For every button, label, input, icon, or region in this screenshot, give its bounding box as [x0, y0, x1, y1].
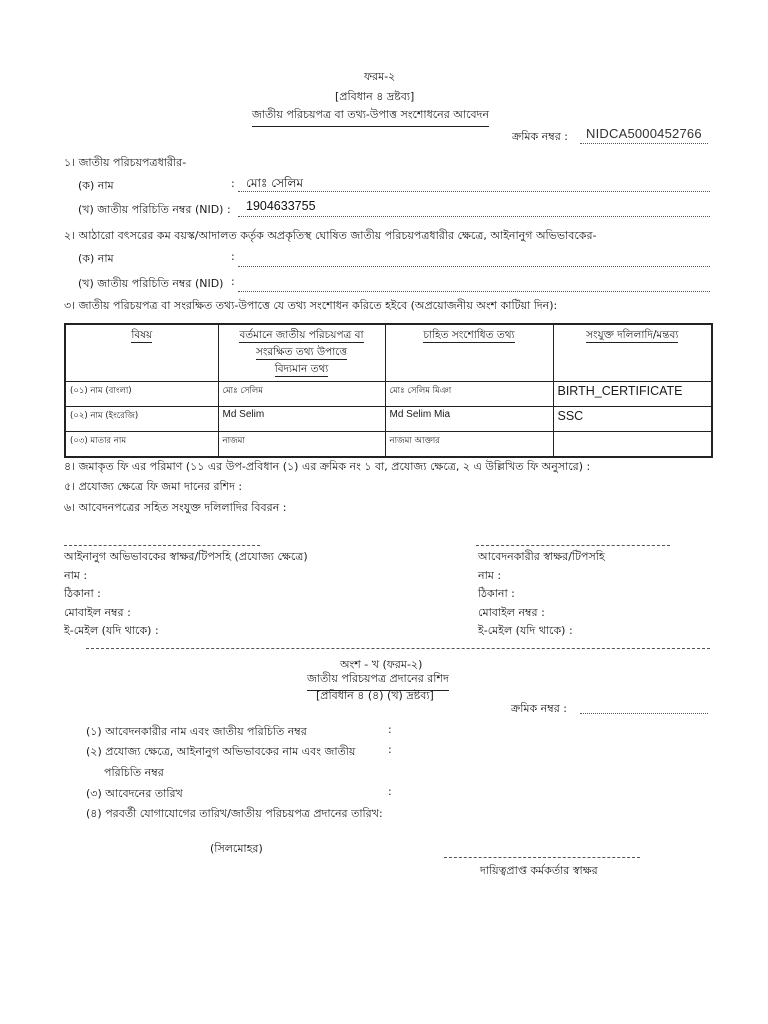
section3-heading: ৩। জাতীয় পরিচয়পত্র বা সংরক্ষিত তথ্য-উপাত্তে যে তথ্য সংশোধন করিতে হইবে (অপ্রয়োজনীয় অংশ কাটিয়া দিন): [64, 299, 558, 312]
row-subject: (০৩) মাতার নাম [65, 432, 218, 458]
guardian-nid-label: (খ) জাতীয় পরিচিতি নম্বর (NID) [78, 277, 224, 290]
guardian-nid-dotline [238, 291, 710, 292]
guardian-name-colon: : [231, 250, 235, 263]
section1-heading: ১। জাতীয় পরিচয়পত্রধারীর- [64, 156, 187, 169]
table-row [65, 382, 712, 407]
applicant-signature-label: আবেদনকারীর স্বাক্ষর/টিপসহি [478, 550, 605, 563]
holder-name-value: মোঃ সেলিম [246, 176, 304, 190]
holder-name-label: (ক) নাম [78, 179, 114, 192]
guardian-email: ই-মেইল (যদি থাকে) : [64, 624, 159, 637]
applicant-address: ঠিকানা : [478, 587, 515, 600]
column-header-requested: চাহিত সংশোধিত তথ্য [385, 324, 553, 382]
row-subject: (০১) নাম (বাংলা) [65, 382, 218, 407]
row-requested: মোঃ সেলিম মিঞা [385, 382, 553, 407]
column-header-attachment: সংযুক্ত দলিলাদি/মন্তব্য [553, 324, 712, 382]
amendment-table [64, 323, 713, 458]
row-subject: (০২) নাম (ইংরেজি) [65, 407, 218, 432]
table-row [65, 407, 712, 432]
receipt-item-2-cont: পরিচিতি নম্বর [104, 766, 164, 779]
receipt-item-2-colon: : [388, 743, 392, 756]
officer-signature-line [444, 857, 640, 858]
guardian-signature-line [64, 545, 260, 546]
cut-line [86, 648, 710, 649]
holder-nid-dotline [238, 216, 710, 217]
guardian-name: নাম : [64, 569, 88, 582]
row-current: Md Selim [218, 407, 385, 432]
receipt-item-3: (৩) আবেদনের তারিখ [86, 787, 183, 800]
applicant-signature-line [476, 545, 670, 546]
serial-dotline [580, 143, 708, 144]
guardian-address: ঠিকানা : [64, 587, 101, 600]
row-current: নাজমা [218, 432, 385, 458]
guardian-nid-colon: : [231, 275, 235, 288]
serial-label: ক্রমিক নম্বর : [512, 130, 568, 143]
table-row [65, 432, 712, 458]
receipt-item-1-colon: : [388, 723, 392, 736]
holder-name-dotline [238, 191, 710, 192]
form-number: ফরম-২ [364, 70, 396, 83]
applicant-email: ই-মেইল (যদি থাকে) : [478, 624, 573, 637]
column-header-subject: বিষয় [65, 324, 218, 382]
guardian-signature-label: আইনানুগ অভিভাবকের স্বাক্ষর/টিপসহি (প্রযোজ্য ক্ষেত্রে) [64, 550, 308, 563]
applicant-mobile: মোবাইল নম্বর : [478, 606, 545, 619]
table-header-row [65, 324, 712, 382]
receipt-item-3-colon: : [388, 785, 392, 798]
applicant-name: নাম : [478, 569, 502, 582]
guardian-name-dotline [238, 266, 710, 267]
holder-nid-label: (খ) জাতীয় পরিচিতি নম্বর (NID) : [78, 203, 231, 216]
seal-label: (সিলমোহর) [210, 842, 263, 855]
row-requested: নাজমা আক্তার [385, 432, 553, 458]
receipt-item-2: (২) প্রযোজ্য ক্ষেত্রে, আইনানুগ অভিভাবকের নাম এবং জাতীয় [86, 745, 356, 758]
section2-heading: ২। আঠারো বৎসরের কম বয়স্ক/আদালত কর্তৃক অপ্রকৃতিস্থ ঘোষিত জাতীয় পরিচয়পত্রধারীর ক্ষেত্রে, আইনানুগ অভিভাবকের- [64, 229, 597, 242]
form-title: জাতীয় পরিচয়পত্র বা তথ্য-উপাত্ত সংশোধনের আবেদন [252, 106, 489, 127]
officer-signature-label: দায়িত্বপ্রাপ্ত কর্মকর্তার স্বাক্ষর [480, 864, 598, 877]
receipt-rule-reference: [প্রবিধান ৪ (৪) (খ) দ্রষ্টব্য] [316, 689, 434, 702]
section5-text: ৫। প্রযোজ্য ক্ষেত্রে ফি জমা দানের রশিদ : [64, 480, 243, 493]
receipt-part-label: অংশ - খ (ফরম-২) [340, 658, 423, 671]
holder-name-colon: : [231, 177, 235, 190]
guardian-name-label: (ক) নাম [78, 252, 114, 265]
rule-reference: [প্রবিধান ৪ দ্রষ্টব্য] [335, 90, 415, 103]
holder-nid-value: 1904633755 [246, 199, 316, 213]
row-attachment: BIRTH_CERTIFICATE [553, 382, 712, 407]
row-current: মোঃ সেলিম [218, 382, 385, 407]
receipt-item-4: (৪) পরবর্তী যোগাযোগের তারিখ/জাতীয় পরিচয়পত্র প্রদানের তারিখ: [86, 807, 383, 820]
receipt-serial-dotline [580, 713, 708, 714]
section6-text: ৬। আবেদনপত্রের সহিত সংযুক্ত দলিলাদির বিবরন : [64, 501, 287, 514]
serial-number: NIDCA5000452766 [586, 126, 702, 141]
guardian-mobile: মোবাইল নম্বর : [64, 606, 131, 619]
section4-text: ৪। জমাকৃত ফি এর পরিমাণ (১১ এর উপ-প্রবিধান (১) এর ক্রমিক নং ১ বা, প্রযোজ্য ক্ষেত্রে, ২ এ উল্লিখিত ফি অনুসারে) : [64, 460, 591, 473]
receipt-item-1: (১) আবেদনকারীর নাম এবং জাতীয় পরিচিতি নম্বর [86, 725, 307, 738]
row-requested: Md Selim Mia [385, 407, 553, 432]
receipt-serial-label: ক্রমিক নম্বর : [511, 702, 567, 715]
row-attachment: SSC [553, 407, 712, 432]
column-header-current: বর্তমানে জাতীয় পরিচয়পত্র বা সংরক্ষিত তথ্য উপাত্তে বিদ্যমান তথ্য [218, 324, 385, 382]
row-attachment [553, 432, 712, 458]
receipt-title: জাতীয় পরিচয়পত্র প্রদানের রশিদ [307, 670, 449, 691]
